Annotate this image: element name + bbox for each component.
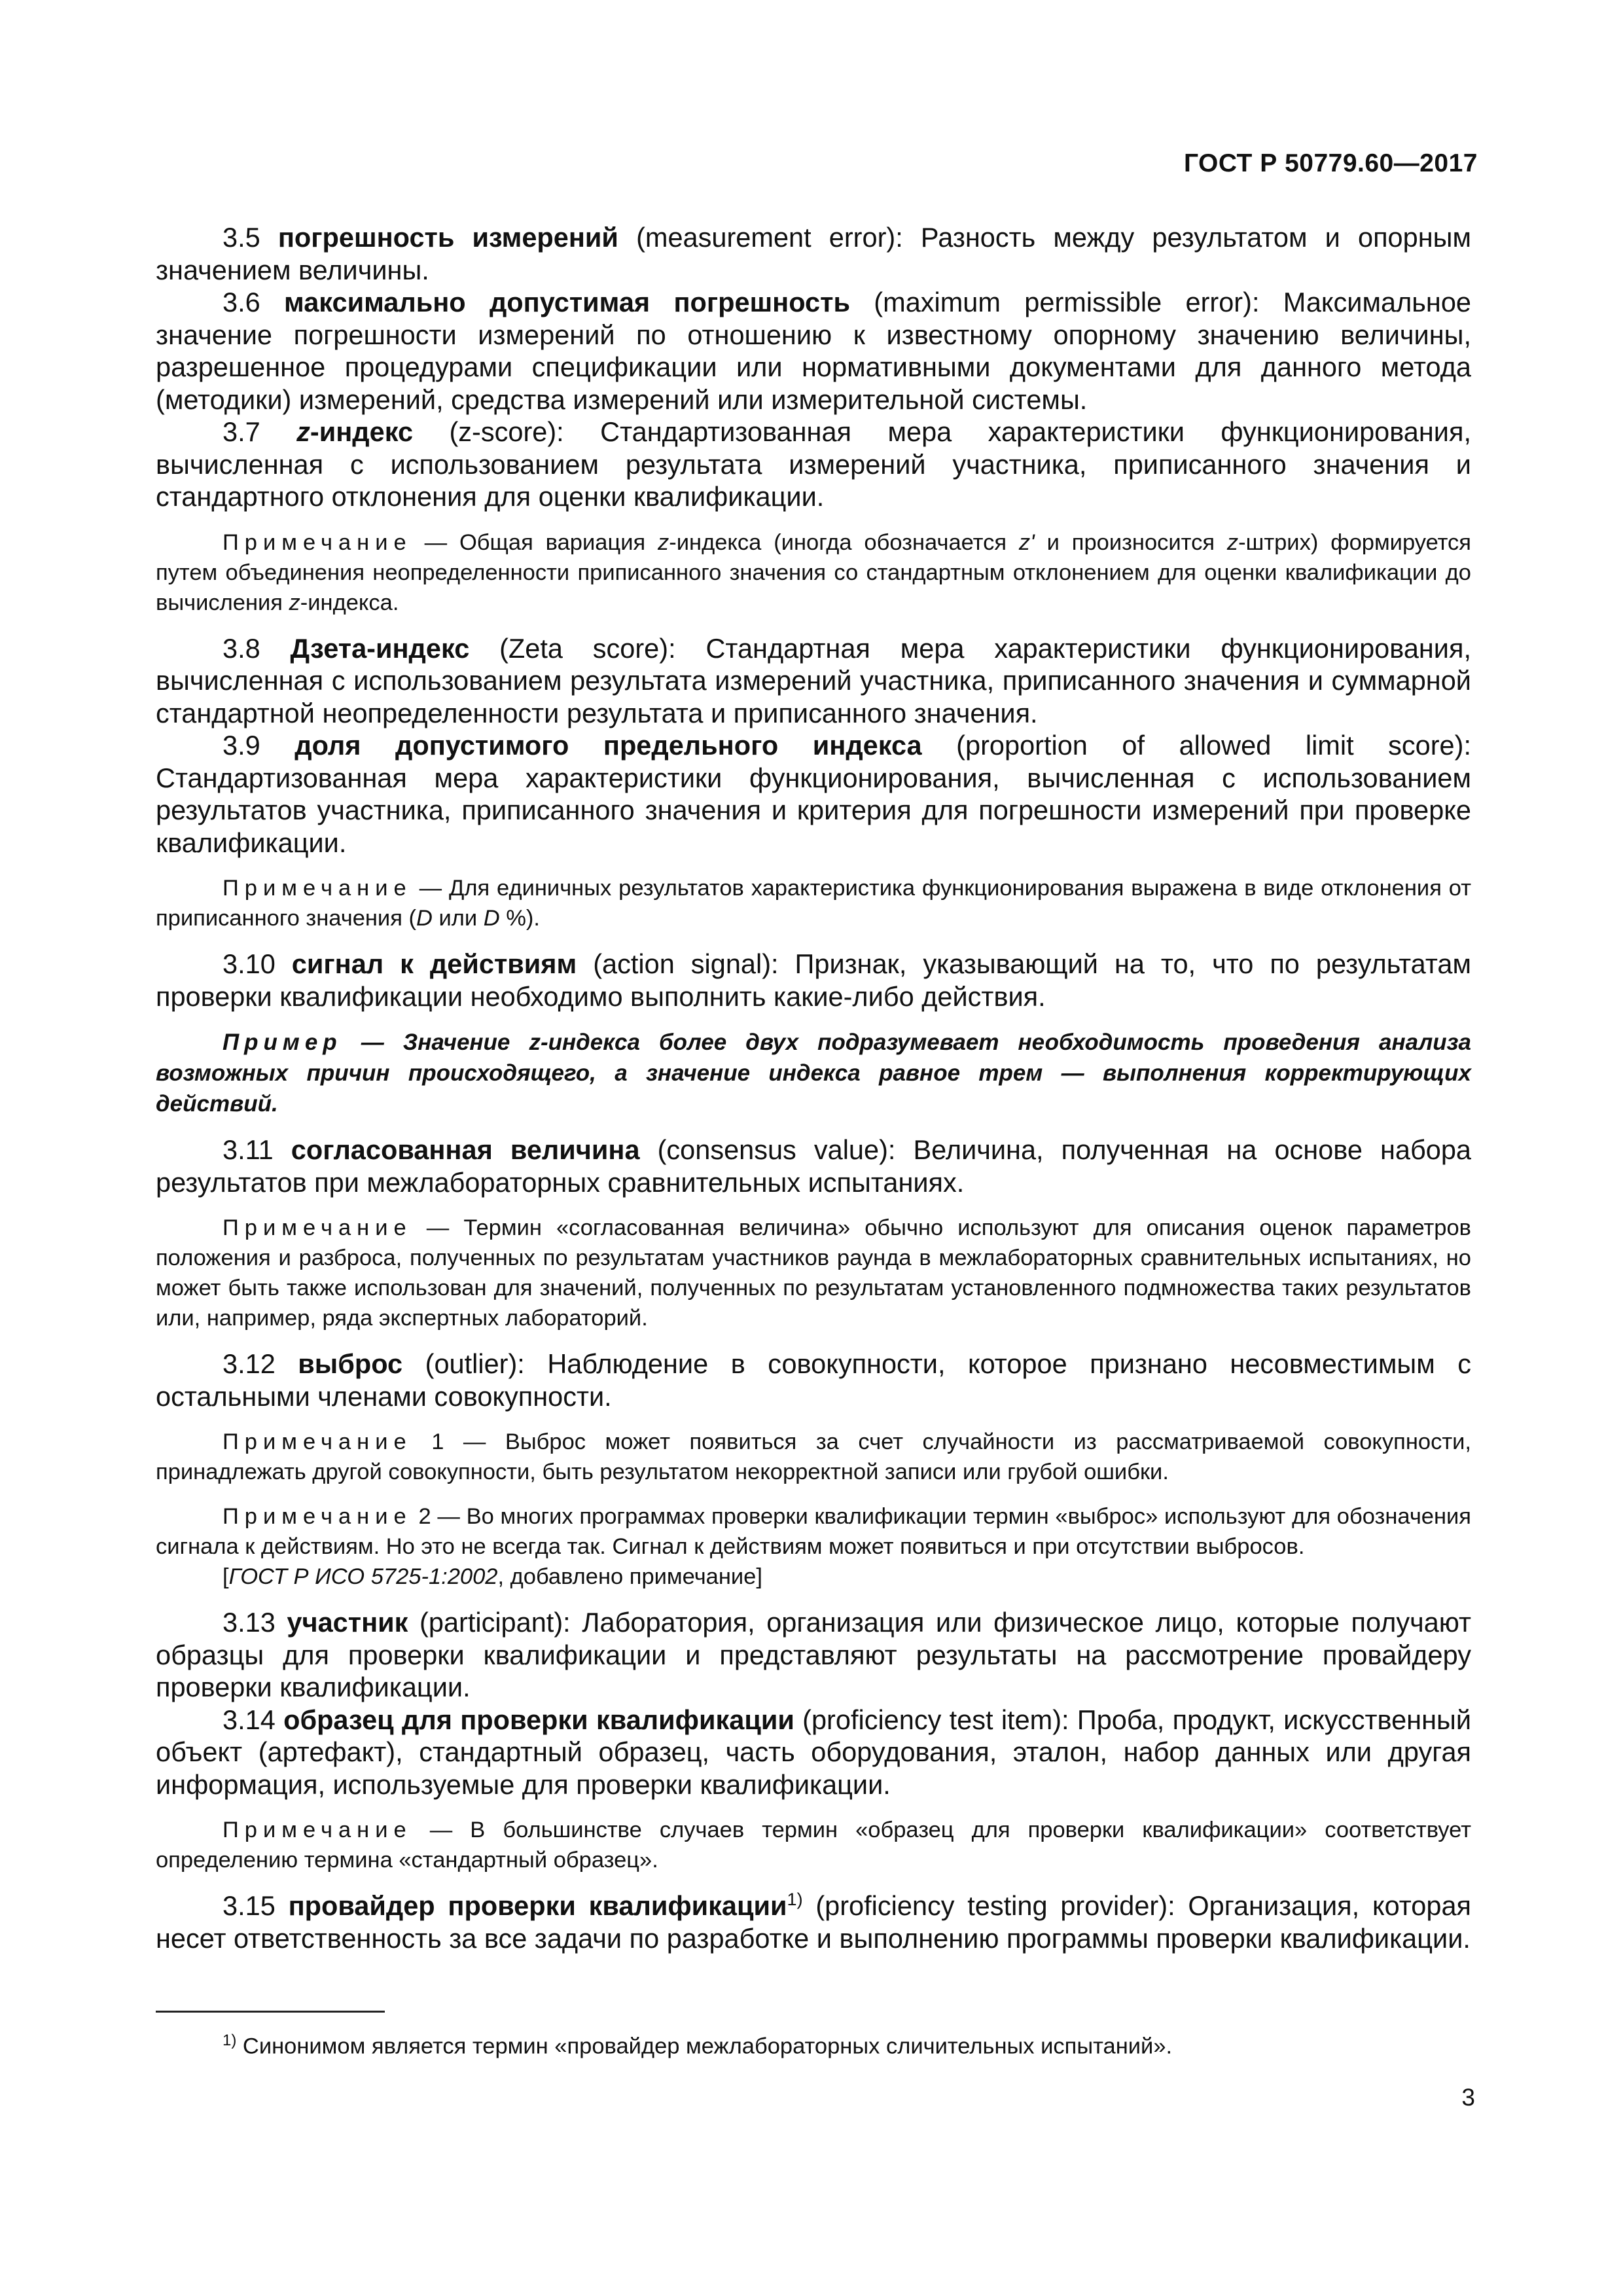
term-number: 3.8 xyxy=(223,632,260,664)
term-name: погрешность измерений xyxy=(277,222,618,253)
term-name-italic-z: z xyxy=(296,416,310,447)
term-3-9 xyxy=(156,729,1471,859)
term-3-5 xyxy=(156,221,1471,286)
footnote-divider xyxy=(156,2011,385,2013)
note-text: -штрих) формируется путем объединения неопределенности приписанного значения со стандартным отклонением для оценки квалификации до вычисления xyxy=(156,529,1471,615)
term-number: 3.12 xyxy=(223,1348,276,1379)
source-reference xyxy=(156,1562,1471,1592)
term-number: 3.14 xyxy=(223,1704,276,1735)
term-number: 3.15 xyxy=(223,1890,276,1921)
term-name-suffix: -индекс xyxy=(310,416,414,447)
note-label: Примечание xyxy=(223,1504,412,1529)
note-italic: D xyxy=(483,906,500,931)
term-definition: (proportion of allowed limit score): Стандартизованная мера характеристики функционирования, вычисленная с использованием результатов участника, приписанного значения и критерия для погрешности измерений при проверке квалификации. xyxy=(156,730,1471,858)
example-3-10 xyxy=(156,1027,1471,1119)
note-text: 2 — Во многих программах проверки квалификации термин «выброс» используют для обозначения сигнала к действиям. Но это не всегда так. Сигнал к действиям может появиться и при отсутствии выбросов. xyxy=(156,1504,1471,1559)
footnote-marker[interactable]: 1) xyxy=(787,1890,803,1910)
term-name: согласованная величина xyxy=(291,1134,640,1165)
term-name: Дзета-индекс xyxy=(290,632,470,664)
term-3-10 xyxy=(156,948,1471,1013)
term-3-8 xyxy=(156,632,1471,730)
example-label: Пример xyxy=(223,1030,342,1055)
note-italic: z xyxy=(658,529,669,555)
term-definition: (action signal): Признак, указывающий на то, что по результатам проверки квалификации необходимо выполнить какие-либо действия. xyxy=(156,948,1471,1012)
footnote xyxy=(223,2026,1172,2061)
term-3-12 xyxy=(156,1348,1471,1412)
term-3-7 xyxy=(156,416,1471,513)
term-name: выброс xyxy=(298,1348,403,1379)
footnote-text: Синонимом является термин «провайдер межлабораторных сличительных испытаний». xyxy=(236,2034,1173,2059)
note-label: Примечание xyxy=(223,1215,412,1240)
note-text: -индекса (иногда обозначается xyxy=(669,529,1019,555)
note-text: 1 — Выброс может появиться за счет случайности из рассматриваемой совокупности, принадлежать другой совокупности, быть результатом некорректной записи или грубой ошибки. xyxy=(156,1429,1471,1484)
note-text: или xyxy=(432,906,484,931)
term-name xyxy=(296,416,413,447)
term-3-14 xyxy=(156,1704,1471,1801)
term-3-15 xyxy=(156,1890,1471,1954)
note-3-12-2 xyxy=(156,1501,1471,1562)
note-3-11 xyxy=(156,1213,1471,1333)
note-label: Примечание xyxy=(223,876,412,901)
note-text: — Для единичных результатов характеристика функционирования выражена в виде отклонения от приписанного значения ( xyxy=(156,876,1471,931)
note-3-9 xyxy=(156,873,1471,933)
term-number: 3.13 xyxy=(223,1607,276,1638)
note-label: Примечание xyxy=(223,1429,412,1454)
term-definition: (proficiency testing provider): Организация, которая несет ответственность за все задачи по разработке и выполнению программы проверки квалификации. xyxy=(156,1890,1471,1954)
note-italic: z xyxy=(1226,529,1239,555)
note-3-12-1 xyxy=(156,1427,1471,1487)
note-text: — Общая вариация xyxy=(412,529,658,555)
term-definition: (z-score): Стандартизованная мера характеристики функционирования, вычисленная с использованием результата измерений участника, приписанного значения и стандартного отклонения для оценки квалификации. xyxy=(156,416,1471,512)
term-name: сигнал к действиям xyxy=(291,948,577,979)
term-3-13 xyxy=(156,1606,1471,1704)
source-bracket: [ xyxy=(223,1564,229,1589)
term-definition: (proficiency test item): Проба, продукт, искусственный объект (артефакт), стандартный образец, часть оборудования, эталон, набор данных или другая информация, используемые для проверки квалификации. xyxy=(156,1704,1471,1800)
note-label: Примечание xyxy=(223,529,412,555)
footnote-mark: 1) xyxy=(223,2032,237,2049)
term-name: участник xyxy=(287,1607,408,1638)
term-definition: (maximum permissible error): Максимальное значение погрешности измерений по отношению к известному опорному значению величины, разрешенное процедурами спецификации или нормативными документами для данного метода (методики) измерений, средства измерений или измерительной системы. xyxy=(156,287,1472,415)
term-definition: (outlier): Наблюдение в совокупности, которое признано несовместимым с остальными членами совокупности. xyxy=(156,1348,1471,1412)
note-3-7 xyxy=(156,528,1471,618)
term-definition: (consensus value): Величина, полученная на основе набора результатов при межлабораторных сравнительных испытаниях. xyxy=(156,1134,1471,1198)
note-italic: z xyxy=(289,590,300,615)
document-code-header: ГОСТ Р 50779.60—2017 xyxy=(1183,149,1478,177)
term-number: 3.6 xyxy=(223,287,260,317)
note-italic: z' xyxy=(1018,529,1035,555)
term-name: провайдер проверки квалификации xyxy=(288,1890,787,1921)
note-text: %). xyxy=(499,906,541,931)
term-number: 3.5 xyxy=(223,222,260,253)
note-text: и произносится xyxy=(1034,529,1227,555)
term-definition: (Zeta score): Стандартная мера характеристики функционирования, вычисленная с использованием результата измерений участника, приписанного значения и суммарной стандартной неопределенности результата и приписанного значения. xyxy=(156,632,1471,728)
note-text: — В большинстве случаев термин «образец для проверки квалификации» соответствует определению термина «стандартный образец». xyxy=(156,1818,1471,1873)
term-number: 3.10 xyxy=(223,948,276,979)
note-italic: D xyxy=(416,906,433,931)
note-text: — Термин «согласованная величина» обычно используют для описания оценок параметров положения и разброса, полученных по результатам участников раунда в межлабораторных сравнительных испытаниях, но может быть также использован для значений, полученных по результатам установленного подмножества таких результатов или, например, ряда экспертных лабораторий. xyxy=(156,1215,1471,1331)
term-definition: (participant): Лаборатория, организация или физическое лицо, которые получают образцы для проверки квалификации и представляют результаты на рассмотрение провайдеру проверки квалификации. xyxy=(156,1607,1471,1702)
term-name: образец для проверки квалификации xyxy=(283,1704,794,1735)
document-body xyxy=(156,221,1471,1954)
term-definition: (measurement error): Разность между результатом и опорным значением величины. xyxy=(156,222,1471,285)
note-3-14 xyxy=(156,1815,1471,1875)
note-text: -индекса. xyxy=(300,590,399,615)
term-3-11 xyxy=(156,1134,1471,1198)
source-text: , добавлено примечание] xyxy=(497,1564,762,1589)
term-number: 3.7 xyxy=(223,416,260,447)
term-number: 3.9 xyxy=(223,730,260,761)
term-name: доля допустимого предельного индекса xyxy=(294,730,922,761)
term-number: 3.11 xyxy=(223,1134,274,1165)
term-3-6 xyxy=(156,286,1471,416)
example-text: — Значение z-индекса более двух подразумевает необходимость проведения анализа возможных причин происходящего, а значение индекса равное трем — выполнения корректирующих действий. xyxy=(156,1030,1471,1117)
term-name: максимально допустимая погрешность xyxy=(284,287,850,317)
source-standard: ГОСТ Р ИСО 5725-1:2002 xyxy=(228,1564,498,1589)
page-number: 3 xyxy=(1461,2084,1475,2111)
note-label: Примечание xyxy=(223,1818,412,1842)
